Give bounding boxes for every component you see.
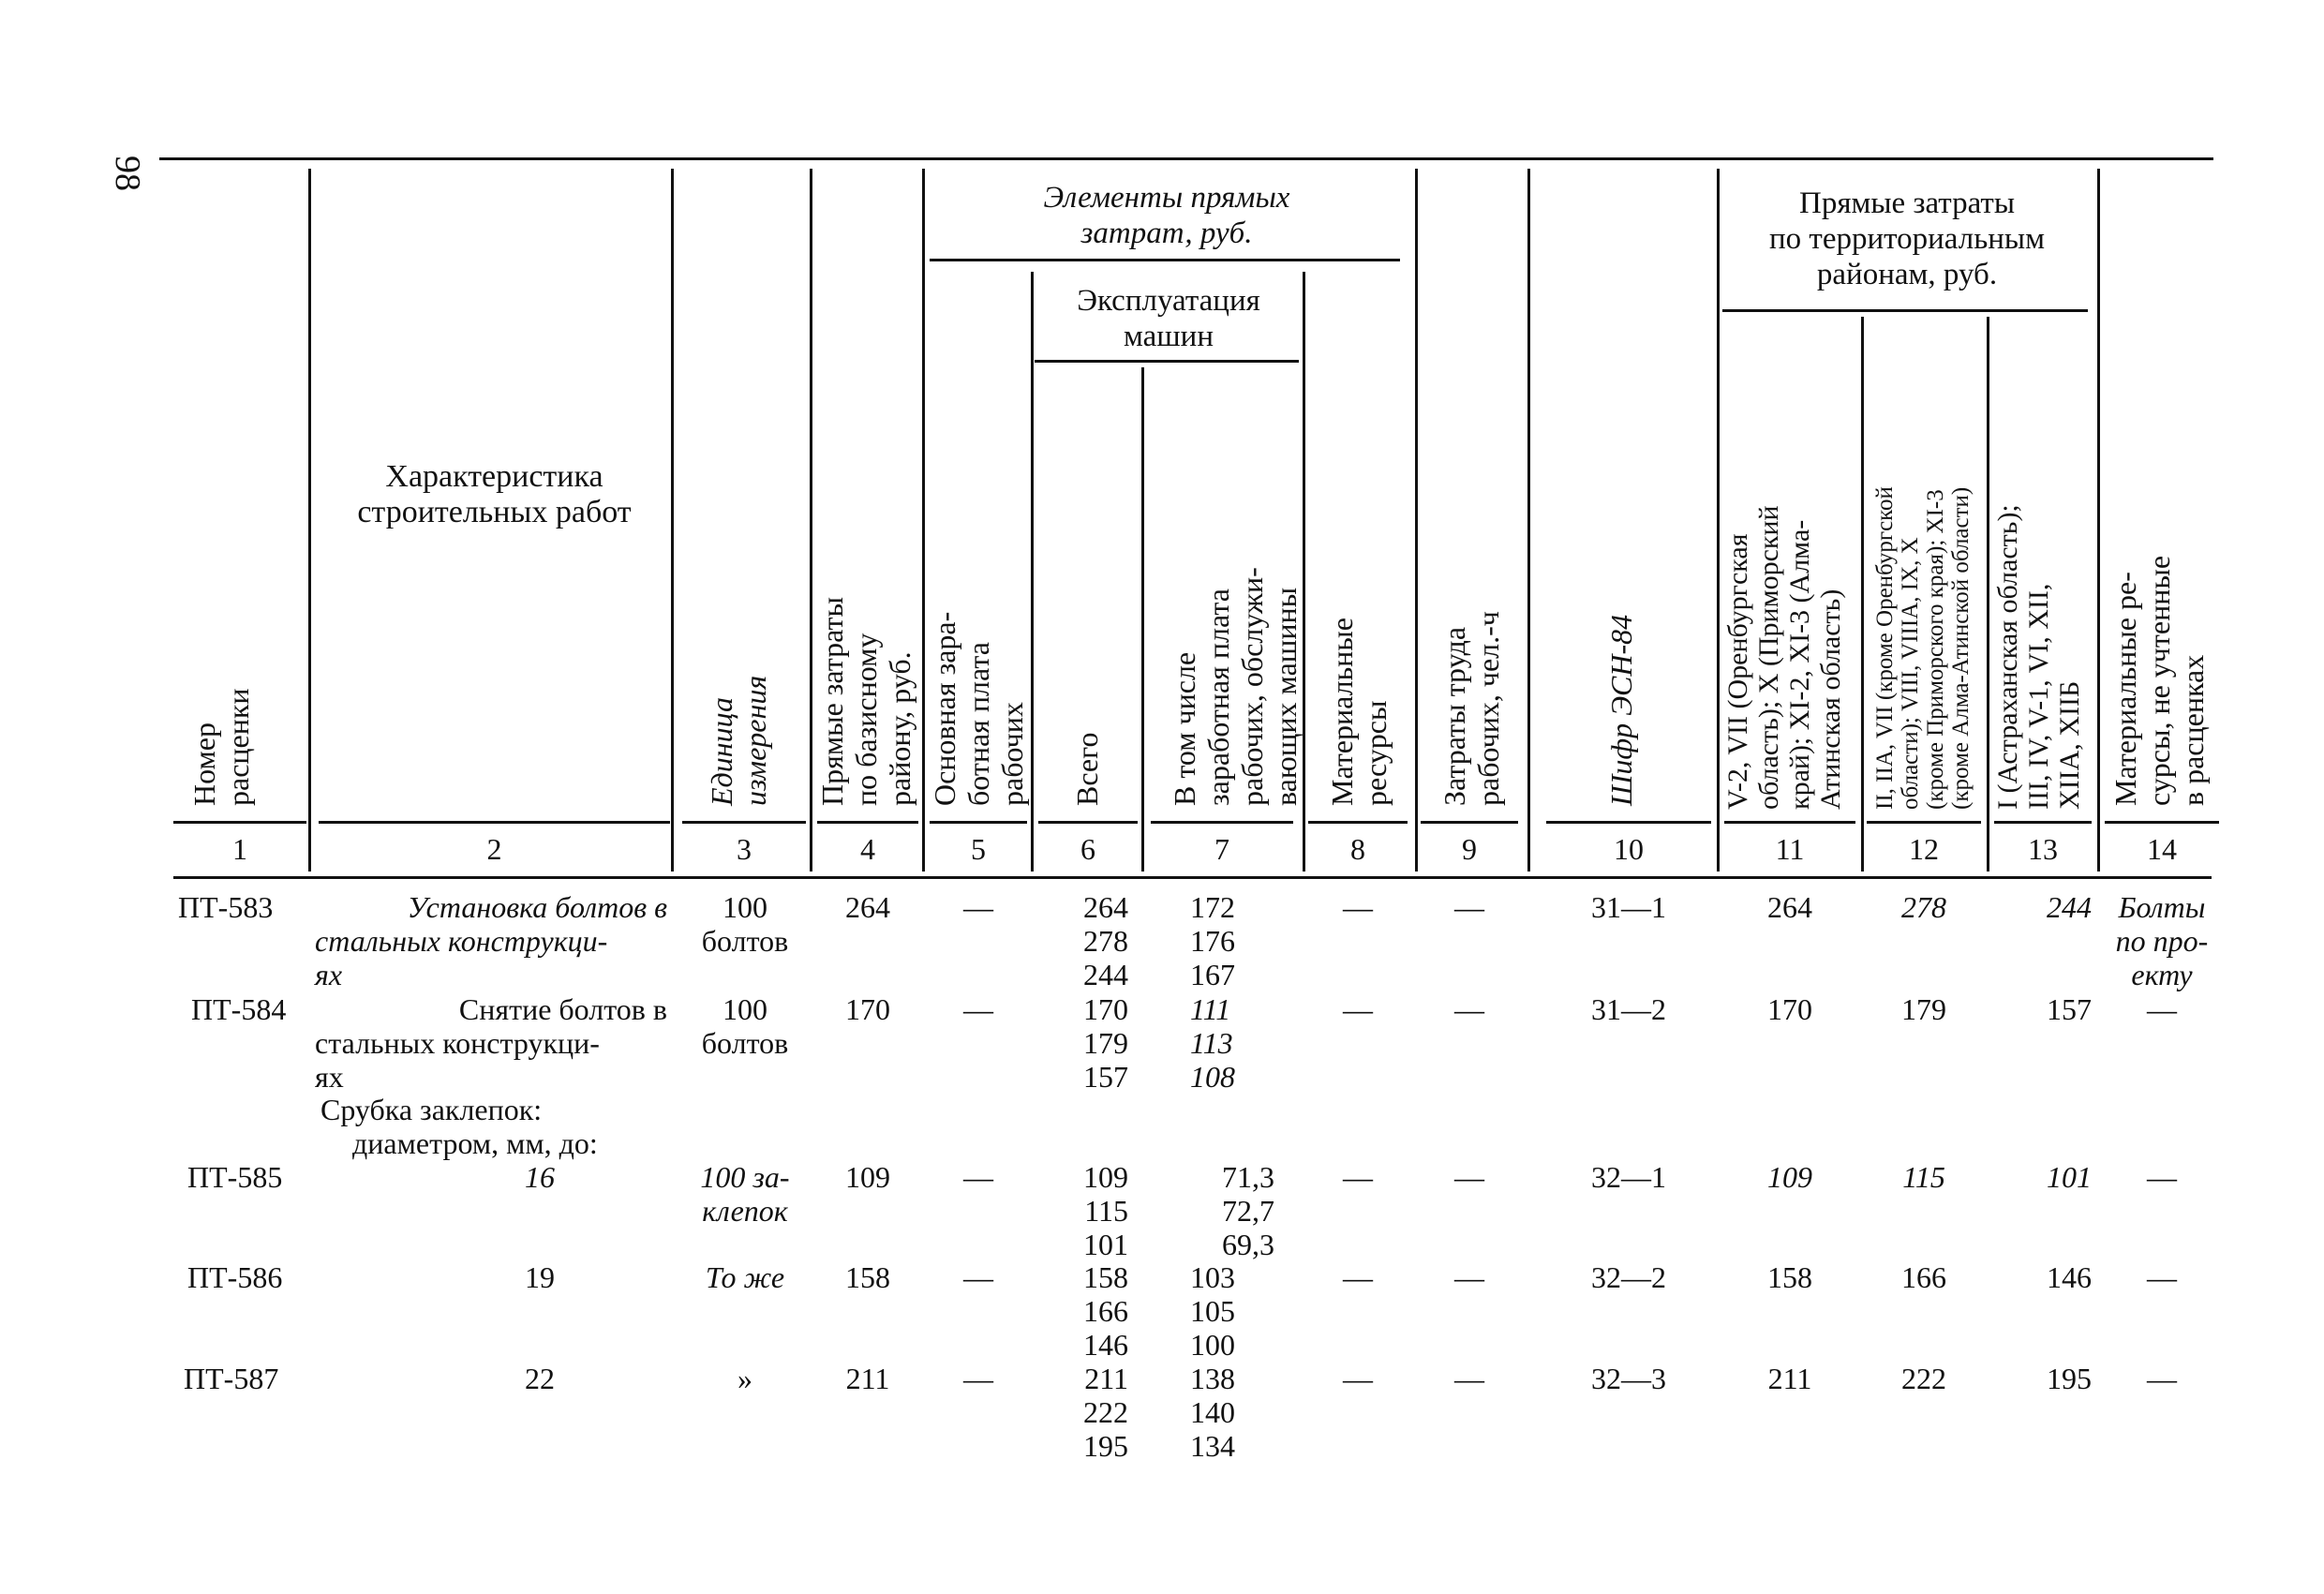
column-number: 12 xyxy=(1909,832,1939,866)
row-code: ПТ-587 xyxy=(184,1362,279,1395)
header-col1: Номер расценки xyxy=(187,688,255,806)
header-group-machines: Эксплуатация машин xyxy=(1077,284,1260,353)
row-region-11: 158 xyxy=(1767,1260,1812,1294)
row-region-12: 115 xyxy=(1902,1160,1945,1194)
row-code: ПТ-585 xyxy=(187,1160,283,1194)
row-extra-materials: — xyxy=(2147,1362,2177,1395)
row-extra-materials: — xyxy=(2147,1160,2177,1194)
header-col10: Шифр ЭСН-84 xyxy=(1604,614,1638,806)
row-machines-total: 109 115 101 xyxy=(1083,1160,1128,1261)
column-number: 10 xyxy=(1614,832,1644,866)
row-materials: — xyxy=(1343,992,1373,1026)
row-description: 16 xyxy=(525,1160,555,1194)
row-wage: — xyxy=(963,1160,993,1194)
row-region-11: 109 xyxy=(1767,1160,1812,1194)
row-description: Установка болтов в стальных конструкци- ях xyxy=(315,890,667,991)
row-wage: — xyxy=(963,890,993,924)
row-machines-total: 211 222 195 xyxy=(1083,1362,1128,1463)
row-materials: — xyxy=(1343,1362,1373,1395)
header-col13: I (Астраханская область); III, IV, V-1, VI, XII, XIIA, XIIБ xyxy=(1992,504,2085,810)
row-code-esn: 32—3 xyxy=(1591,1362,1666,1395)
row-materials: — xyxy=(1343,1260,1373,1294)
column-number: 13 xyxy=(2028,832,2058,866)
row-machines-total: 158 166 146 xyxy=(1083,1260,1128,1362)
row-region-12: 166 xyxy=(1901,1260,1946,1294)
row-code: ПТ-583 xyxy=(178,890,274,924)
row-description: Снятие болтов в стальных конструкци- ях xyxy=(315,992,667,1094)
row-base-cost: 158 xyxy=(845,1260,890,1294)
column-number: 9 xyxy=(1462,832,1477,866)
row-labor: — xyxy=(1454,1260,1484,1294)
row-base-cost: 264 xyxy=(845,890,890,924)
row-region-11: 170 xyxy=(1767,992,1812,1026)
row-extra-materials: Болты по про- екту xyxy=(2115,890,2209,991)
row-region-12: 222 xyxy=(1901,1362,1946,1395)
column-number: 11 xyxy=(1775,832,1805,866)
row-region-13: 146 xyxy=(2047,1260,2092,1294)
row-code: ПТ-586 xyxy=(187,1260,283,1294)
row-base-cost: 170 xyxy=(845,992,890,1026)
row-labor: — xyxy=(1454,1160,1484,1194)
row-code-esn: 32—1 xyxy=(1591,1160,1666,1194)
header-col7: В том числе заработная плата рабочих, обслужи- вающих машины xyxy=(1168,567,1303,806)
row-base-cost: 109 xyxy=(845,1160,890,1194)
header-col14: Материальные ре- сурсы, не учтенные в расценках xyxy=(2108,555,2210,806)
row-machines-total: 264 278 244 xyxy=(1083,890,1128,991)
row-unit: 100 болтов xyxy=(701,992,789,1060)
row-labor: — xyxy=(1454,992,1484,1026)
header-group-regions: Прямые затраты по территориальным районам, руб. xyxy=(1769,186,2045,291)
row-machine-wage: 172 176 167 xyxy=(1190,890,1235,991)
section-heading: Срубка заклепок: диаметром, мм, до: xyxy=(320,1093,598,1160)
row-code-esn: 31—2 xyxy=(1591,992,1666,1026)
row-base-cost: 211 xyxy=(845,1362,890,1395)
row-wage: — xyxy=(963,1260,993,1294)
column-number: 4 xyxy=(860,832,875,866)
header-col9: Затраты труда рабочих, чел.-ч xyxy=(1438,611,1505,806)
row-code: ПТ-584 xyxy=(191,992,287,1026)
row-machine-wage: 111 113 108 xyxy=(1190,992,1235,1094)
row-unit: 100 болтов xyxy=(701,890,789,958)
row-code-esn: 31—1 xyxy=(1591,890,1666,924)
header-col6: Всего xyxy=(1070,732,1104,806)
column-number: 7 xyxy=(1214,832,1229,866)
column-number: 14 xyxy=(2147,832,2177,866)
row-region-13: 157 xyxy=(2047,992,2092,1026)
row-extra-materials: — xyxy=(2147,1260,2177,1294)
row-code-esn: 32—2 xyxy=(1591,1260,1666,1294)
column-number: 1 xyxy=(232,832,247,866)
column-number: 8 xyxy=(1350,832,1365,866)
row-unit: 100 за- клепок xyxy=(700,1160,790,1228)
row-description: 19 xyxy=(525,1260,555,1294)
header-col12: II, IIA, VII (кроме Оренбургской области); VIII, VIIIA, IX, X (кроме Приморского края); XI-3 (кроме Алма-Атинской области) xyxy=(1872,486,1974,810)
row-region-13: 244 xyxy=(2047,890,2092,924)
row-machine-wage: 138 140 134 xyxy=(1190,1362,1235,1463)
page-number: 98 xyxy=(108,156,147,191)
row-machine-wage: 103 105 100 xyxy=(1190,1260,1235,1362)
header-col3: Единица измерения xyxy=(705,675,772,806)
row-unit: То же xyxy=(705,1260,785,1294)
header-col4: Прямые затраты по базисному району, руб. xyxy=(815,596,916,806)
row-wage: — xyxy=(963,992,993,1026)
row-labor: — xyxy=(1454,1362,1484,1395)
row-region-11: 264 xyxy=(1767,890,1812,924)
header-col11: V-2, VII (Оренбургская область); X (Приморский край); XI-2, XI-3 (Алма- Атинская область) xyxy=(1722,505,1846,810)
row-labor: — xyxy=(1454,890,1484,924)
header-col2: Характеристика строительных работ xyxy=(357,459,632,529)
row-description: 22 xyxy=(525,1362,555,1395)
row-region-12: 179 xyxy=(1901,992,1946,1026)
row-materials: — xyxy=(1343,890,1373,924)
header-col5: Основная зара- ботная плата рабочих xyxy=(928,611,1029,806)
header-col8: Материальные ресурсы xyxy=(1325,617,1393,806)
row-extra-materials: — xyxy=(2147,992,2177,1026)
row-machines-total: 170 179 157 xyxy=(1083,992,1128,1094)
row-unit: » xyxy=(737,1362,752,1395)
column-number: 5 xyxy=(971,832,986,866)
column-number: 6 xyxy=(1080,832,1095,866)
row-materials: — xyxy=(1343,1160,1373,1194)
row-region-13: 195 xyxy=(2047,1362,2092,1395)
row-region-11: 211 xyxy=(1767,1362,1812,1395)
row-region-12: 278 xyxy=(1901,890,1946,924)
header-group-direct: Элементы прямых затрат, руб. xyxy=(1043,181,1290,250)
column-number: 2 xyxy=(486,832,502,866)
column-number: 3 xyxy=(737,832,752,866)
row-region-13: 101 xyxy=(2047,1160,2092,1194)
row-machine-wage: 71,3 72,7 69,3 xyxy=(1222,1160,1274,1261)
row-wage: — xyxy=(963,1362,993,1395)
